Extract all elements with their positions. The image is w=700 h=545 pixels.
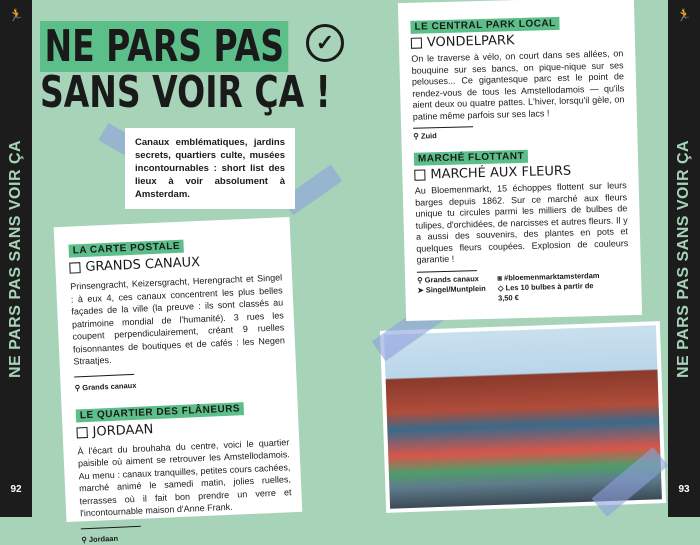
area-icon: ⚲ <box>417 275 425 285</box>
right-panel <box>398 0 642 321</box>
entry-area: ⚲ Grands canaux <box>417 273 480 285</box>
entry-area: ⚲ Zuid <box>413 131 437 141</box>
price-tag-icon: ◇ <box>497 282 506 293</box>
page-number-right: 93 <box>678 484 690 495</box>
entry-area: ⚲ Jordaan <box>81 533 119 544</box>
divider <box>417 270 477 273</box>
entry-tag: LE CENTRAL PARK LOCAL <box>410 17 560 34</box>
checkmark-badge-icon: ✓ <box>306 24 344 62</box>
divider <box>74 373 134 377</box>
page-title: NE PARS PAS SANS VOIR ÇA ! <box>40 21 331 118</box>
right-side-strip <box>668 0 700 517</box>
page-number-left: 92 <box>10 484 22 495</box>
area-icon: ⚲ <box>413 131 422 141</box>
area-icon: ⚲ <box>81 534 90 544</box>
entry-text: On le traverse à vélo, on court dans ses allées, on bouquine sur ses bancs, on pique-nique sur ses pelouses... Ce gigantesque parc est le point de rendez-vous de tous les Amstellodamois — qu'ils aient deux ou quatre pattes. L'hiver, lorsqu'il gèle, on patine même parfois sur ses lacs ! <box>411 48 625 122</box>
entry-tag: MARCHÉ FLOTTANT <box>414 150 528 166</box>
entry-location: ➤ Singel/Muntplein <box>417 283 486 295</box>
instagram-handle: ◙ #bloemenmarktamsterdam <box>497 270 600 283</box>
entry-title: MARCHÉ AUX FLEURS <box>414 162 626 183</box>
runner-icon: 🏃 <box>676 8 692 22</box>
divider <box>81 525 141 529</box>
checkbox-icon[interactable] <box>414 169 425 180</box>
left-side-strip <box>0 0 32 517</box>
divider <box>413 126 473 129</box>
instagram-icon: ◙ <box>497 272 505 283</box>
left-panel <box>54 217 303 544</box>
entry-title: VONDELPARK <box>411 30 623 51</box>
entry-title: JORDAAN <box>76 416 288 440</box>
entry-text: Prinsengracht, Keizersgracht, Herengracht et Singel : à eux 4, ces canaux concentrent les plus belles façades de la ville (la preuve : ils sont classés au patrimoine mondial de l'humanité). 3 rues les coupent perpendiculairement, créant 9 ruelles foisonnantes de boutiques et de cafés : les Negen Straatjes. <box>70 272 286 367</box>
checkbox-icon[interactable] <box>69 262 80 273</box>
area-icon: ⚲ <box>74 382 83 393</box>
entry-area: ⚲ Grands canaux <box>74 380 137 393</box>
entry-title: GRANDS CANAUX <box>69 251 281 275</box>
location-arrow-icon: ➤ <box>417 285 426 295</box>
checkbox-icon[interactable] <box>411 38 422 49</box>
intro-text: Canaux emblématiques, jardins secrets, quartiers culte, musées incontournables : short list des lieux à voir absolument à Amsterdam. <box>125 128 295 209</box>
checkbox-icon[interactable] <box>76 427 87 438</box>
entry-price: ◇ Les 10 bulbes à partir de 3,50 € <box>497 280 594 303</box>
entry-tag: LE QUARTIER DES FLÂNEURS <box>76 402 245 422</box>
entry-tag: LA CARTE POSTALE <box>68 240 184 258</box>
entry-text: À l'écart du brouhaha du centre, voici le quartier paisible où aiment se retrouver les Amstellodamois. Au menu : canaux tranquilles, petites cours cachées, marché animé le samedi matin, jolies ruelles, terrasses où il fait bon prendre un verre et l'incontournable maison d'Anne Frank. <box>77 436 292 519</box>
runner-icon: 🏃 <box>8 8 24 22</box>
strip-text: NE PARS PAS SANS VOIR ÇA <box>7 139 25 378</box>
entry-text: Au Bloemenmarkt, 15 échoppes flottent sur leurs barges depuis 1862. Sur ce marché aux fleurs unique tu circules parmi les milliers de bulbes de tulipes, d'orchidées, de narcisses et autres fleurs. Il y a aussi des souvenirs, des plantes en pots et quelques fleurs coupées. Explosion de couleurs garantie ! <box>414 180 629 265</box>
strip-text: NE PARS PAS SANS VOIR ÇA <box>675 139 693 378</box>
